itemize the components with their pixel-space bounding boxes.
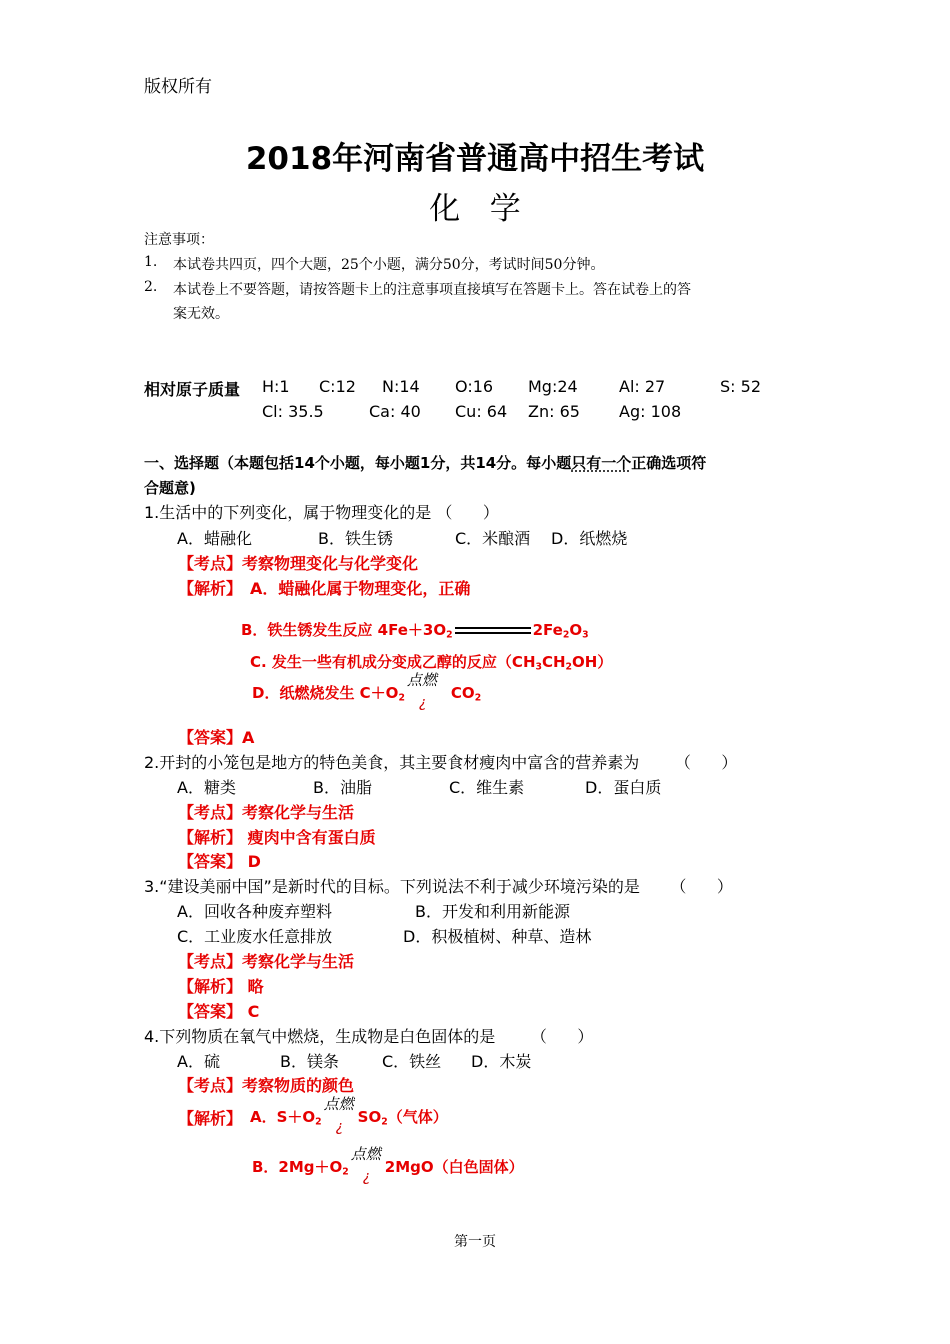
notice-item2-line1: 本试卷上不要答题，请按答题卡上的注意事项直接填写在答题卡上。答在试卷上的答 <box>173 282 691 298</box>
q1-option-d: D．纸燃烧 <box>551 529 628 548</box>
q3-option-c: C．工业废水任意排放 <box>177 927 333 946</box>
notice-item1-num: 1. <box>144 254 158 270</box>
atomic-mass-s: S: 52 <box>720 377 761 396</box>
ignite-label: 点燃 <box>323 1094 354 1113</box>
q4-kaodian: 【考点】考察物质的颜色 <box>178 1076 355 1095</box>
reaction-arrow <box>455 626 531 636</box>
exam-title: 2018年河南省普通高中招生考试 <box>245 141 705 177</box>
ignite-label: 点燃 <box>350 1144 381 1163</box>
atomic-mass-n: N:14 <box>382 377 420 396</box>
q3-jiexi: 【解析】 略 <box>178 977 264 996</box>
q4-option-d: D．木炭 <box>471 1052 532 1071</box>
header-copyright: 版权所有 <box>144 77 212 97</box>
notice-item2-num: 2. <box>144 279 158 295</box>
ignite-condition <box>405 670 451 711</box>
ignite-label: 点燃 <box>406 670 437 689</box>
q1-option-c: C．米酿酒 <box>455 529 531 548</box>
q1-kaodian: 【考点】考察物理变化与化学变化 <box>178 554 419 573</box>
ignite-condition <box>322 1094 358 1135</box>
condition-mark: ¿ <box>362 1168 371 1185</box>
q2-jiexi: 【解析】 瘦肉中含有蛋白质 <box>178 828 376 847</box>
atomic-mass-cu: Cu: 64 <box>455 402 508 421</box>
q4-jiexi-a: A．$S+O_2$ 点燃 ¿ $SO_2$（气体） <box>250 1094 448 1135</box>
q2-option-c: C．维生素 <box>449 778 525 797</box>
q1-jiexi-label: 【解析】 <box>178 579 243 598</box>
q1-jiexi-a: A．蜡融化属于物理变化，正确 <box>250 579 471 598</box>
q1-jiexi-b: B．铁生锈发生反应 $4Fe+3O_2$ $2Fe_2O_3$ <box>241 619 589 640</box>
atomic-mass-zn: Zn: 65 <box>528 402 580 421</box>
q3-option-d: D．积极植树、种草、造林 <box>403 927 592 946</box>
q2-answer: 【答案】 D <box>178 852 261 871</box>
q2-kaodian: 【考点】考察化学与生活 <box>178 803 355 822</box>
q2-option-d: D．蛋白质 <box>585 778 662 797</box>
condition-mark: ¿ <box>335 1118 344 1135</box>
atomic-mass-c: C:12 <box>319 377 356 396</box>
section1-heading-line2: 合题意) <box>144 479 196 497</box>
q3-answer: 【答案】 C <box>178 1002 260 1021</box>
atomic-mass-al: Al: 27 <box>619 377 666 396</box>
atomic-mass-mg: Mg:24 <box>528 377 578 396</box>
atomic-mass-h: H:1 <box>262 377 290 396</box>
q4-option-c: C．铁丝 <box>382 1052 442 1071</box>
q3-kaodian: 【考点】考察化学与生活 <box>178 952 355 971</box>
q1-option-b: B．铁生锈 <box>318 529 393 548</box>
q4-jiexi-b: B．$2Mg+O_2$ 点燃 ¿ 2MgO（白色固体） <box>252 1144 524 1185</box>
section1-heading-post: 正确选项符 <box>631 454 707 472</box>
q1-option-a: A．蜡融化 <box>177 529 252 548</box>
q3-option-b: B．开发和利用新能源 <box>415 902 570 921</box>
q1-answer: 【答案】A <box>178 728 255 747</box>
atomic-mass-ag: Ag: 108 <box>619 402 682 421</box>
condition-mark: ¿ <box>418 694 427 711</box>
q2-stem: 2.开封的小笼包是地方的特色美食，其主要食材瘦肉中富含的营养素为 （ ） <box>144 753 738 772</box>
q4-stem: 4.下列物质在氧气中燃烧，生成物是白色固体的是 （ ） <box>144 1027 594 1046</box>
q2-option-b: B．油脂 <box>313 778 372 797</box>
atomic-mass-o: O:16 <box>455 377 494 396</box>
q3-stem: 3.“建设美丽中国”是新时代的目标。下列说法不利于减少环境污染的是 （ ） <box>144 877 733 896</box>
q1-stem: 1.生活中的下列变化，属于物理变化的是 （ ） <box>144 503 499 522</box>
atomic-mass-label: 相对原子质量 <box>144 380 241 399</box>
q2-option-a: A．糖类 <box>177 778 236 797</box>
q4-option-a: A．硫 <box>177 1052 220 1071</box>
q4-option-b: B．镁条 <box>280 1052 339 1071</box>
notice-heading: 注意事项： <box>144 232 214 248</box>
ignite-condition <box>349 1144 385 1185</box>
atomic-mass-ca: Ca: 40 <box>369 402 421 421</box>
q1-jiexi-c: C. 发生一些有机成分变成乙醇的反应$(CH_3CH_2OH)$ <box>250 653 613 673</box>
section1-heading <box>144 452 706 473</box>
q4-jiexi-label: 【解析】 <box>178 1109 243 1128</box>
atomic-mass-cl: Cl: 35.5 <box>262 402 324 421</box>
notice-item1: 本试卷共四页，四个大题，25个小题，满分50分，考试时间50分钟。 <box>173 257 605 273</box>
notice-item2-line2: 案无效。 <box>173 306 229 322</box>
section1-heading-mark: 只有一个 <box>571 454 632 472</box>
q1-jiexi-d: D．纸燃烧发生 $C+O_2$ 点燃 ¿ $CO_2$ <box>252 670 482 711</box>
page-footer: 第一页 <box>454 1234 496 1250</box>
q3-option-a: A．回收各种废弃塑料 <box>177 902 332 921</box>
section1-heading-pre: 一、选择题（本题包括14个小题，每小题1分，共14分。每小题 <box>144 454 572 472</box>
exam-subject: 化 学 <box>429 191 521 227</box>
